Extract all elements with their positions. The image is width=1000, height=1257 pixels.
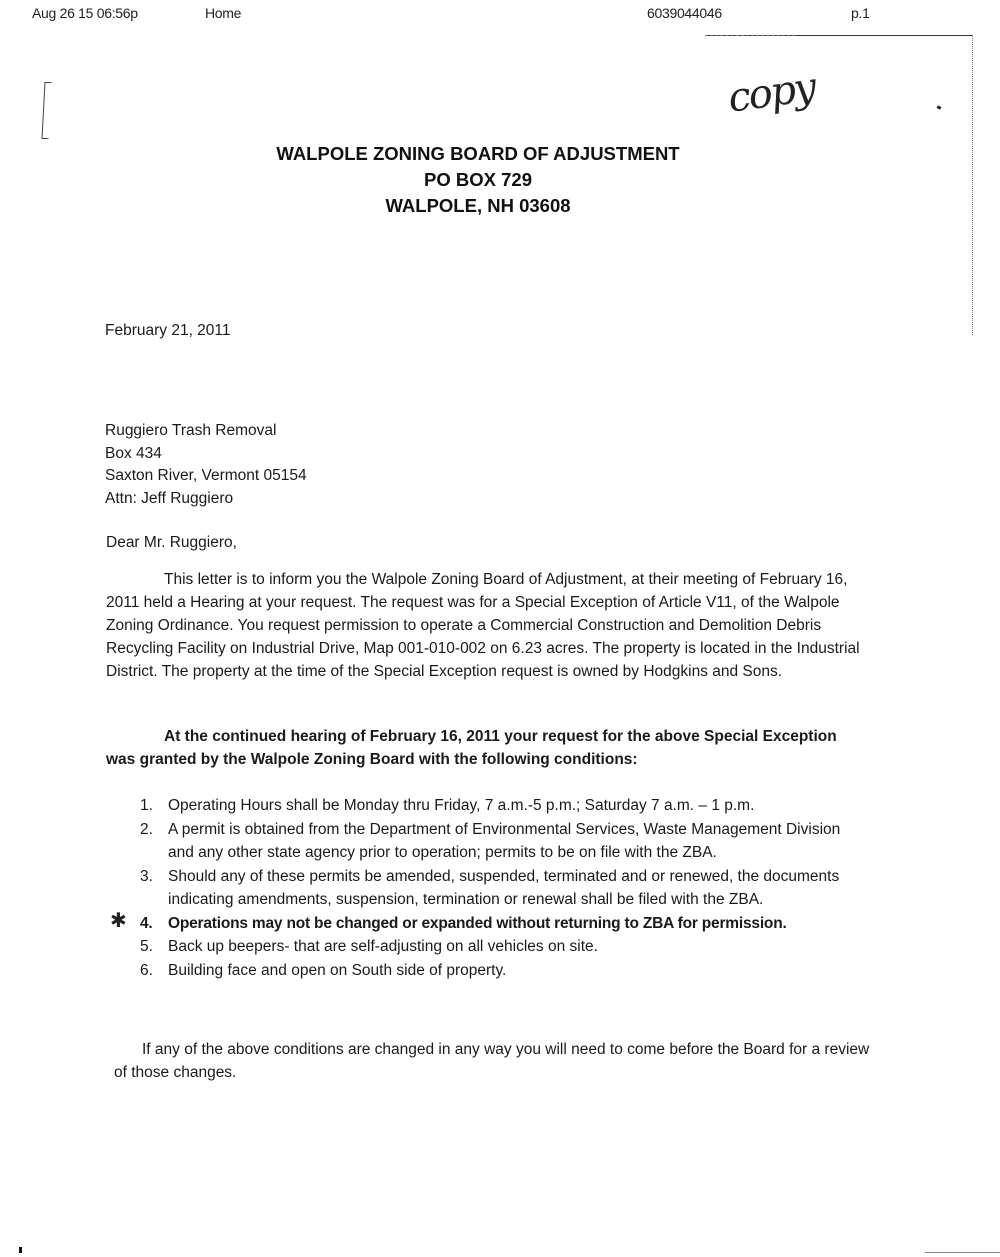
- recipient-city: Saxton River, Vermont 05154: [105, 467, 307, 484]
- fax-page-number: p.1: [851, 5, 870, 21]
- condition-text: Operations may not be changed or expanded without returning to ZBA for permission.: [168, 914, 787, 932]
- po-box: PO BOX 729: [424, 169, 532, 190]
- condition-text: A permit is obtained from the Department of Environmental Services, Waste Management Division and any other state agency prior to operation; permits to be on file with the ZBA.: [168, 820, 841, 861]
- condition-item: [130, 935, 870, 959]
- paragraph-intro: [106, 568, 866, 683]
- recipient-box: Box 434: [105, 444, 162, 462]
- recipient-address: [105, 420, 307, 510]
- recipient-attention: Attn: Jeff Ruggiero: [105, 489, 234, 507]
- footer-mark: [19, 1247, 22, 1253]
- condition-number: 1.: [140, 797, 153, 814]
- paragraph-intro-text: This letter is to inform you the Walpole Zoning Board of Adjustment, at their meeting of February 16, 2011 held a Hearing at your request. The request was for a Special Exception of Article V11, of the Walpole Zoning Ordinance. You request permission to operate a Commercial Construction and Demolition Debris Recycling Facility on Industrial Drive, Map 001-010-002 on 6.23 acres. The property is located in the Industrial District. The property at the time of the Special Exception request is owned by Hodgkins and Sons.: [106, 571, 860, 680]
- condition-item: [110, 907, 870, 936]
- stray-mark: [937, 105, 942, 110]
- fax-header-rule: [705, 35, 973, 36]
- condition-item: [130, 818, 870, 865]
- fax-header: [0, 5, 1000, 25]
- fax-phone: 6039044046: [647, 5, 722, 21]
- fax-timestamp: Aug 26 15 06:56p: [32, 5, 138, 21]
- condition-text: Back up beepers- that are self-adjusting on all vehicles on site.: [168, 938, 598, 955]
- condition-number: 6.: [140, 961, 153, 979]
- paragraph-granted-text: At the continued hearing of February 16, 2011 your request for the above Special Exception was granted by the Walpole Zoning Board with the following conditions:: [106, 728, 837, 768]
- salutation: Dear Mr. Ruggiero,: [106, 534, 237, 551]
- recipient-company: Ruggiero Trash Removal: [105, 422, 277, 439]
- condition-number: 4.: [140, 914, 153, 932]
- footer-rule: [925, 1252, 1000, 1253]
- paragraph-closing: [114, 1038, 874, 1084]
- star-annotation-icon: ✱: [110, 907, 127, 932]
- condition-item: [130, 959, 870, 983]
- condition-text: Building face and open on South side of property.: [168, 961, 507, 979]
- letterhead: [0, 141, 956, 219]
- condition-number: 3.: [140, 867, 153, 885]
- letter-date: February 21, 2011: [105, 322, 231, 339]
- city-state-zip: WALPOLE, NH 03608: [385, 195, 571, 216]
- condition-item: [130, 794, 870, 818]
- conditions-list: [110, 794, 870, 982]
- condition-number: 2.: [140, 820, 153, 838]
- bracket-mark-icon: [42, 82, 52, 139]
- condition-text: Operating Hours shall be Monday thru Friday, 7 a.m.-5 p.m.; Saturday 7 a.m. – 1 p.m.: [168, 797, 755, 814]
- page-edge-line: [972, 35, 973, 335]
- paragraph-granted: [106, 725, 866, 771]
- condition-text: Should any of these permits be amended, suspended, terminated and or renewed, the documents indicating amendments, suspension, termination or renewal shall be filed with the ZBA.: [168, 867, 840, 908]
- organization-name: WALPOLE ZONING BOARD OF ADJUSTMENT: [276, 143, 680, 164]
- condition-item: [130, 865, 870, 912]
- handwritten-copy-note: copy: [725, 64, 818, 122]
- fax-sender: Home: [205, 5, 242, 21]
- paragraph-closing-text: If any of the above conditions are changed in any way you will need to come before the Board for a review of those changes.: [114, 1041, 870, 1081]
- condition-number: 5.: [140, 938, 153, 955]
